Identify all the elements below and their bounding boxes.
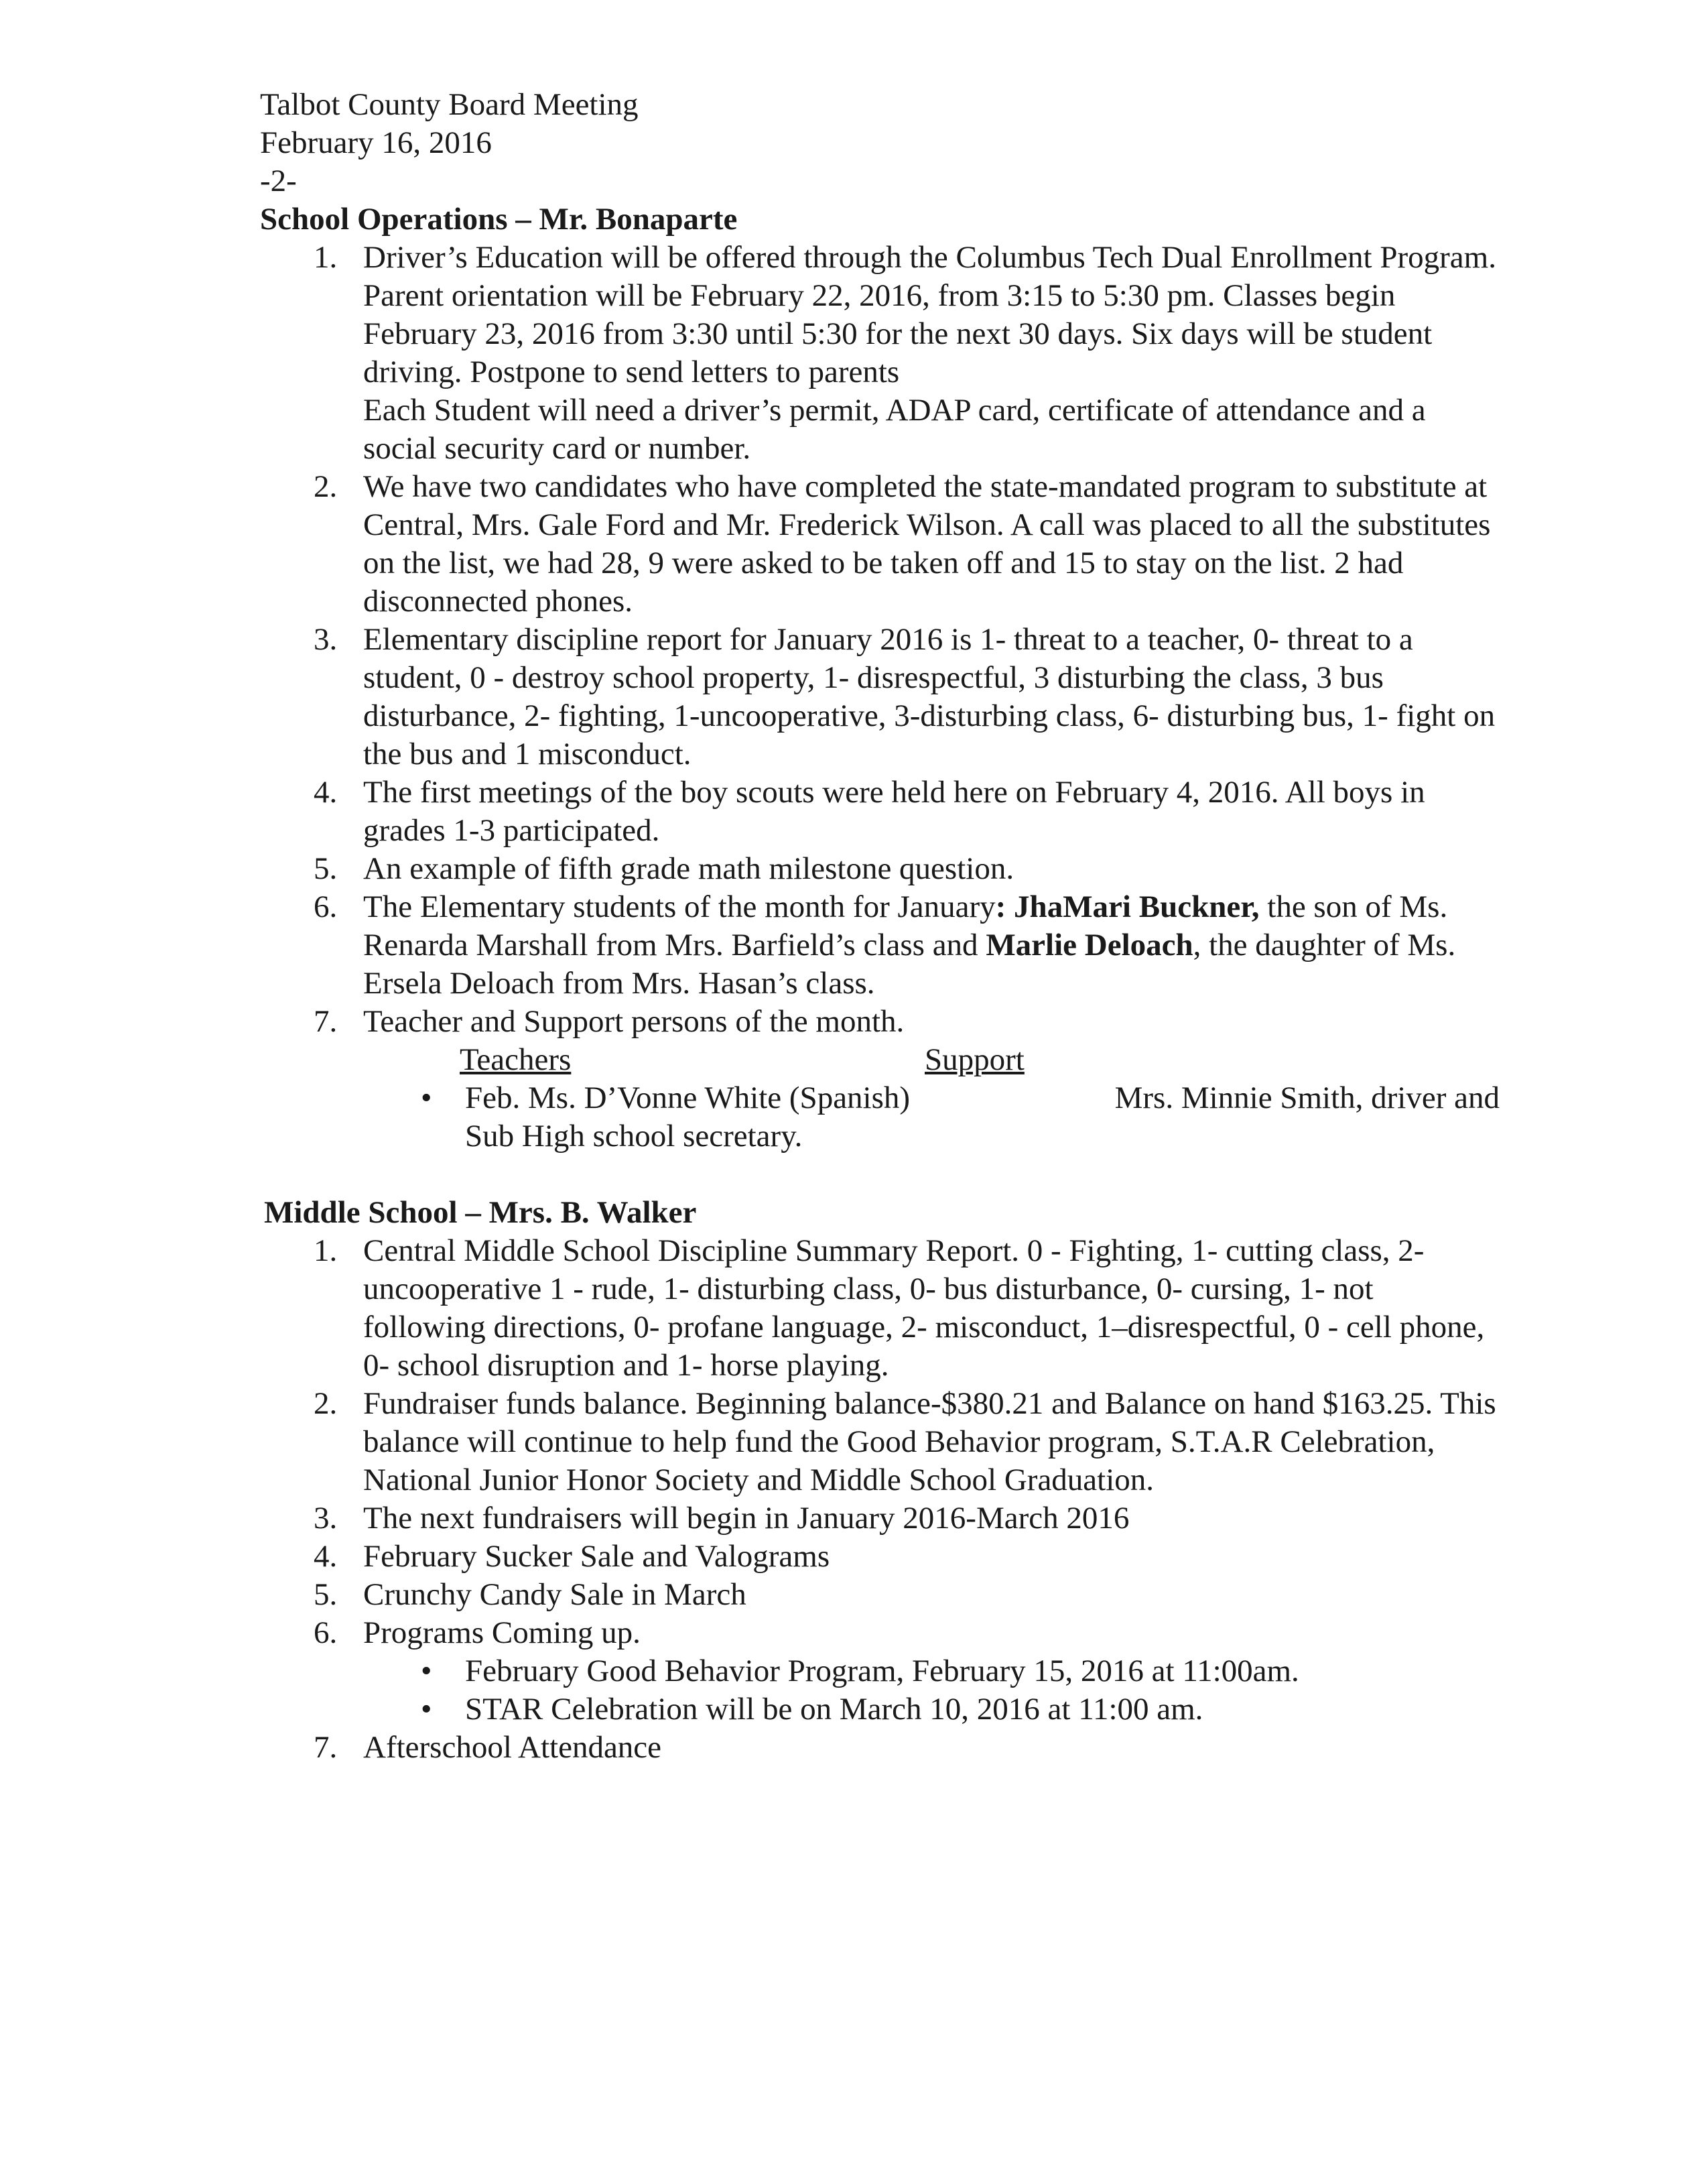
- list-item: [260, 850, 1500, 888]
- staff-row: [465, 1079, 1500, 1117]
- bullet-glyph: •: [421, 1654, 432, 1688]
- text-segment: The Elementary students of the month for January: [363, 889, 996, 924]
- item-text: Teacher and Support persons of the month.: [363, 1004, 905, 1039]
- item-text: Fundraiser funds balance. Beginning balance-$380.21 and Balance on hand $163.25. This balance will continue to help fund the Good Behavior program, S.T.A.R Celebration, National Junior Honor Society and Middle School Graduation.: [363, 1386, 1496, 1497]
- item-number: 7.: [314, 1004, 338, 1039]
- list-item: [261, 1690, 1500, 1729]
- meeting-date: February 16, 2016: [260, 125, 492, 160]
- item-number: 7.: [314, 1730, 338, 1765]
- item-text: The first meetings of the boy scouts were held here on February 4, 2016. All boys in grades 1-3 participated.: [363, 775, 1425, 848]
- bullet-glyph: •: [421, 1692, 432, 1727]
- list-item: [260, 1614, 1500, 1729]
- item-text: Programs Coming up.: [363, 1615, 641, 1650]
- item-text: Elementary discipline report for January 2016 is 1- threat to a teacher, 0- threat to a student, 0 - destroy school property, 1- disrespectful, 3 disturbing the class, 3 bus disturbance, 2- fighting, 1-uncooperative, 3-disturbing class, 6- disturbing bus, 1- fight on the bus and 1 misconduct.: [363, 622, 1496, 771]
- school-operations-section: [260, 200, 1500, 1156]
- item-text: An example of fifth grade math milestone question.: [363, 851, 1014, 886]
- staff-column-headers: [363, 1041, 1500, 1079]
- item-text: Afterschool Attendance: [363, 1730, 662, 1765]
- teacher-of-month: Feb. Ms. D’Vonne White (Spanish): [465, 1080, 911, 1115]
- item-number: 6.: [314, 1615, 338, 1650]
- student-name-bold: : JhaMari Buckner,: [995, 889, 1260, 924]
- item-text: Driver’s Education will be offered through the Columbus Tech Dual Enrollment Program. Parent orientation will be February 22, 2016, from 3:15 to 5:30 pm. Classes begin February 23, 2016 from 3:30 until 5:30 for the next 30 days. Six days will be student driving. Postpone to send letters to parents: [363, 240, 1496, 389]
- program-text: STAR Celebration will be on March 10, 2016 at 11:00 am.: [465, 1692, 1203, 1727]
- list-item: [260, 1576, 1500, 1614]
- programs-list: [261, 1652, 1500, 1729]
- list-item: [260, 1003, 1500, 1156]
- item-text-continued: Each Student will need a driver’s permit, ADAP card, certificate of attendance and a social security card or number.: [363, 393, 1426, 466]
- list-item: [261, 1652, 1500, 1690]
- school-operations-list: [260, 239, 1500, 1156]
- middle-school-list: [260, 1232, 1500, 1767]
- list-item: [260, 1385, 1500, 1499]
- org-title: Talbot County Board Meeting: [260, 87, 639, 122]
- text-segment: , the daughter of Ms. Ersela Deloach from Mrs. Hasan’s class.: [363, 928, 1456, 1001]
- item-number: 2.: [314, 1386, 338, 1421]
- page-number: -2-: [260, 164, 297, 198]
- document-header: [260, 86, 1500, 200]
- item-text: We have two candidates who have completed the state-mandated program to substitute at Central, Mrs. Gale Ford and Mr. Frederick Wilson. A call was placed to all the substitutes on the list, we had 28, 9 were asked to be taken off and 15 to stay on the list. 2 had disconnected phones.: [363, 469, 1491, 619]
- item-number: 4.: [314, 775, 338, 810]
- item-text: Central Middle School Discipline Summary Report. 0 - Fighting, 1- cutting class, 2- uncooperative 1 - rude, 1- disturbing class, 0- bus disturbance, 0- cursing, 1- not following directions, 0- profane language, 2- misconduct, 1–disrespectful, 0 - cell phone, 0- school disruption and 1- horse playing.: [363, 1233, 1485, 1383]
- item-number: 3.: [314, 622, 338, 657]
- item-number: 3.: [314, 1501, 338, 1536]
- support-of-month: Mrs. Minnie Smith, driver and: [1114, 1080, 1500, 1115]
- section-title: School Operations – Mr. Bonaparte: [260, 202, 738, 237]
- list-item: [260, 773, 1500, 850]
- list-item: [260, 468, 1500, 621]
- list-item: [260, 239, 1500, 468]
- list-item: [260, 1538, 1500, 1576]
- item-number: 5.: [314, 851, 338, 886]
- staff-of-month-list: [261, 1079, 1500, 1156]
- teachers-heading: Teachers: [460, 1042, 572, 1077]
- item-number: 4.: [314, 1539, 338, 1574]
- item-number: 1.: [314, 240, 338, 275]
- list-item: [261, 1079, 1500, 1156]
- item-number: 5.: [314, 1577, 338, 1612]
- support-continued: Sub High school secretary.: [465, 1119, 803, 1154]
- item-text: The next fundraisers will begin in January 2016-March 2016: [363, 1501, 1130, 1536]
- section-title: Middle School – Mrs. B. Walker: [264, 1195, 697, 1230]
- support-heading: Support: [925, 1042, 1025, 1077]
- students-of-month-text: [363, 888, 1500, 1003]
- item-number: 1.: [314, 1233, 338, 1268]
- list-item: [260, 1729, 1500, 1767]
- bullet-glyph: •: [421, 1080, 432, 1115]
- item-number: 6.: [314, 889, 338, 924]
- student-name-bold: Marlie Deloach: [986, 928, 1193, 962]
- item-number: 2.: [314, 469, 338, 504]
- item-text: February Sucker Sale and Valograms: [363, 1539, 830, 1574]
- list-item: [260, 1499, 1500, 1538]
- list-item: [260, 621, 1500, 773]
- middle-school-section: [260, 1194, 1500, 1767]
- meeting-minutes: [260, 86, 1500, 1767]
- text-segment: the son of Ms. Renarda Marshall from Mrs. Barfield’s class and: [363, 889, 1448, 962]
- list-item: [260, 888, 1500, 1003]
- program-text: February Good Behavior Program, February 15, 2016 at 11:00am.: [465, 1654, 1299, 1688]
- item-text: Crunchy Candy Sale in March: [363, 1577, 746, 1612]
- list-item: [260, 1232, 1500, 1385]
